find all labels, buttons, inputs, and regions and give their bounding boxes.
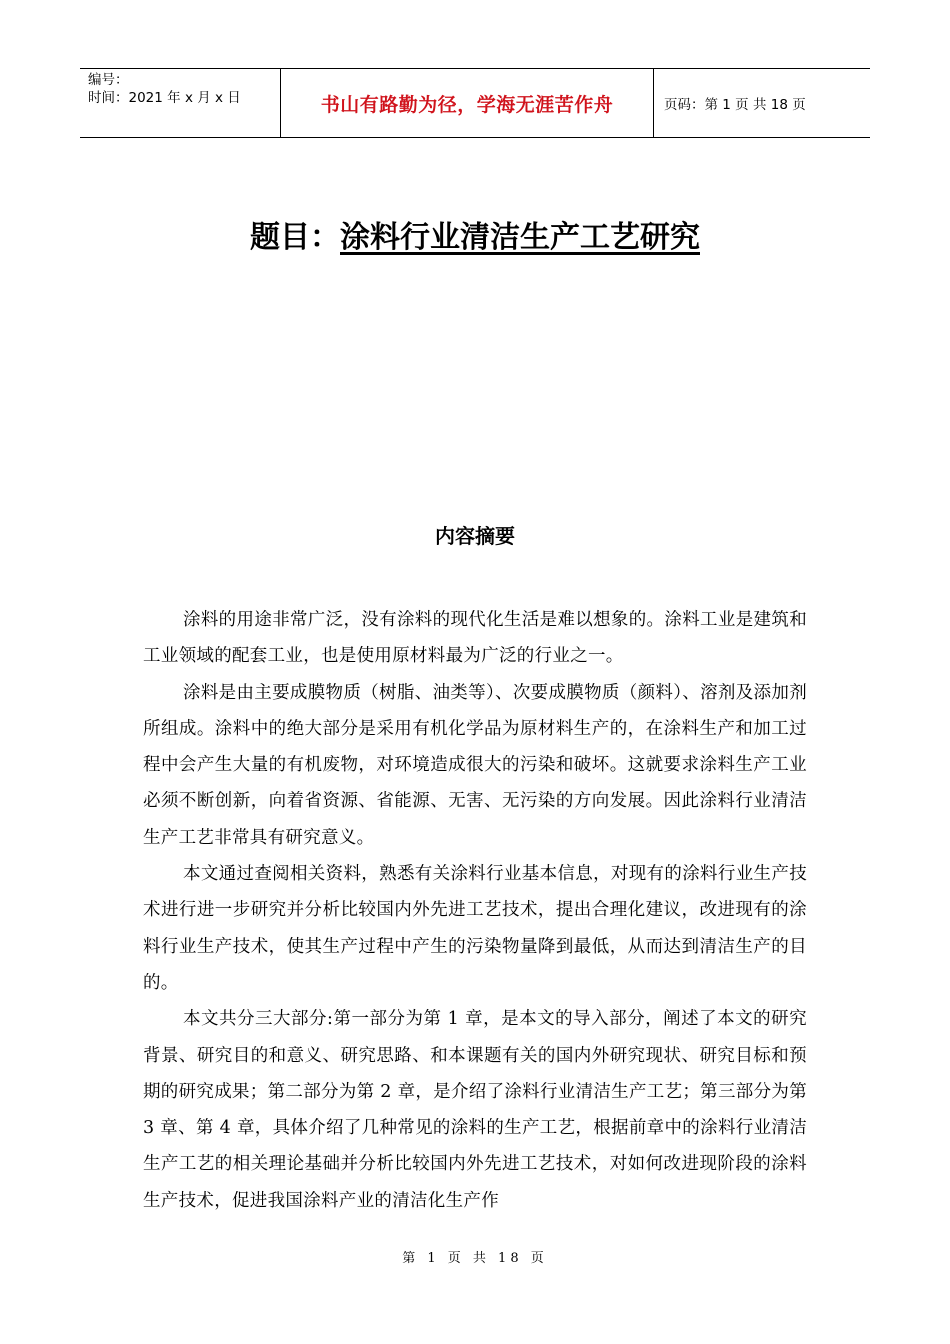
paragraph: 涂料的用途非常广泛，没有涂料的现代化生活是难以想象的。涂料工业是建筑和工业领域的配套工业，也是使用原材料最为广泛的行业之一。 bbox=[143, 610, 807, 667]
paragraph: 涂料是由主要成膜物质（树脂、油类等）、次要成膜物质（颜料）、溶剂及添加剂所组成。涂料中的绝大部分是采用有机化学品为原材料生产的，在涂料生产和加工过程中会产生大量的有机废物，对环境造成很大的污染和破坏。这就要求涂料生产工业必须不断创新，向着省资源、省能源、无害、无污染的方向发展。因此涂料行业清洁生产工艺非常具有研究意义。 bbox=[143, 682, 807, 848]
title-text: 涂料行业清洁生产工艺研究 bbox=[340, 220, 700, 255]
abstract-heading: 内容摘要 bbox=[435, 524, 515, 548]
paragraph: 本文通过查阅相关资料，熟悉有关涂料行业基本信息，对现有的涂料行业生产技术进行进一步研究并分析比较国内外先进工艺技术，提出合理化建议，改进现有的涂料行业生产技术，使其生产过程中产生的污染物量降到最低，从而达到清洁生产的目的。 bbox=[143, 864, 807, 993]
date-line: 时间：2021 年 x 月 x 日 bbox=[88, 90, 241, 106]
document-header bbox=[80, 68, 870, 138]
header-meta bbox=[80, 69, 281, 137]
header-page-info: 页码：第 1 页 共 18 页 bbox=[664, 97, 806, 113]
page-footer: 第 1 页 共 18 页 bbox=[402, 1251, 548, 1266]
number-label: 编号： bbox=[88, 72, 129, 88]
document-title bbox=[0, 212, 950, 256]
title-prefix: 题目： bbox=[250, 220, 340, 255]
header-motto: 书山有路勤为径，学海无涯苦作舟 bbox=[281, 69, 654, 137]
paragraph: 本文共分三大部分:第一部分为第 1 章，是本文的导入部分，阐述了本文的研究背景、研究目的和意义、研究思路、和本课题有关的国内外研究现状、研究目标和预期的研究成果；第二部分为第 2 章，是介绍了涂料行业清洁生产工艺；第三部分为第 3 章、第 4 章，具体介绍了几种常见的涂料的生产工艺，根据前章中的涂料行业清洁生产工艺的相关理论基础并分析比较国内外先进工艺技术，对如何改进现阶段的涂料生产技术，促进我国涂料产业的清洁化生产作 bbox=[143, 1009, 807, 1211]
abstract-body bbox=[143, 602, 807, 1219]
